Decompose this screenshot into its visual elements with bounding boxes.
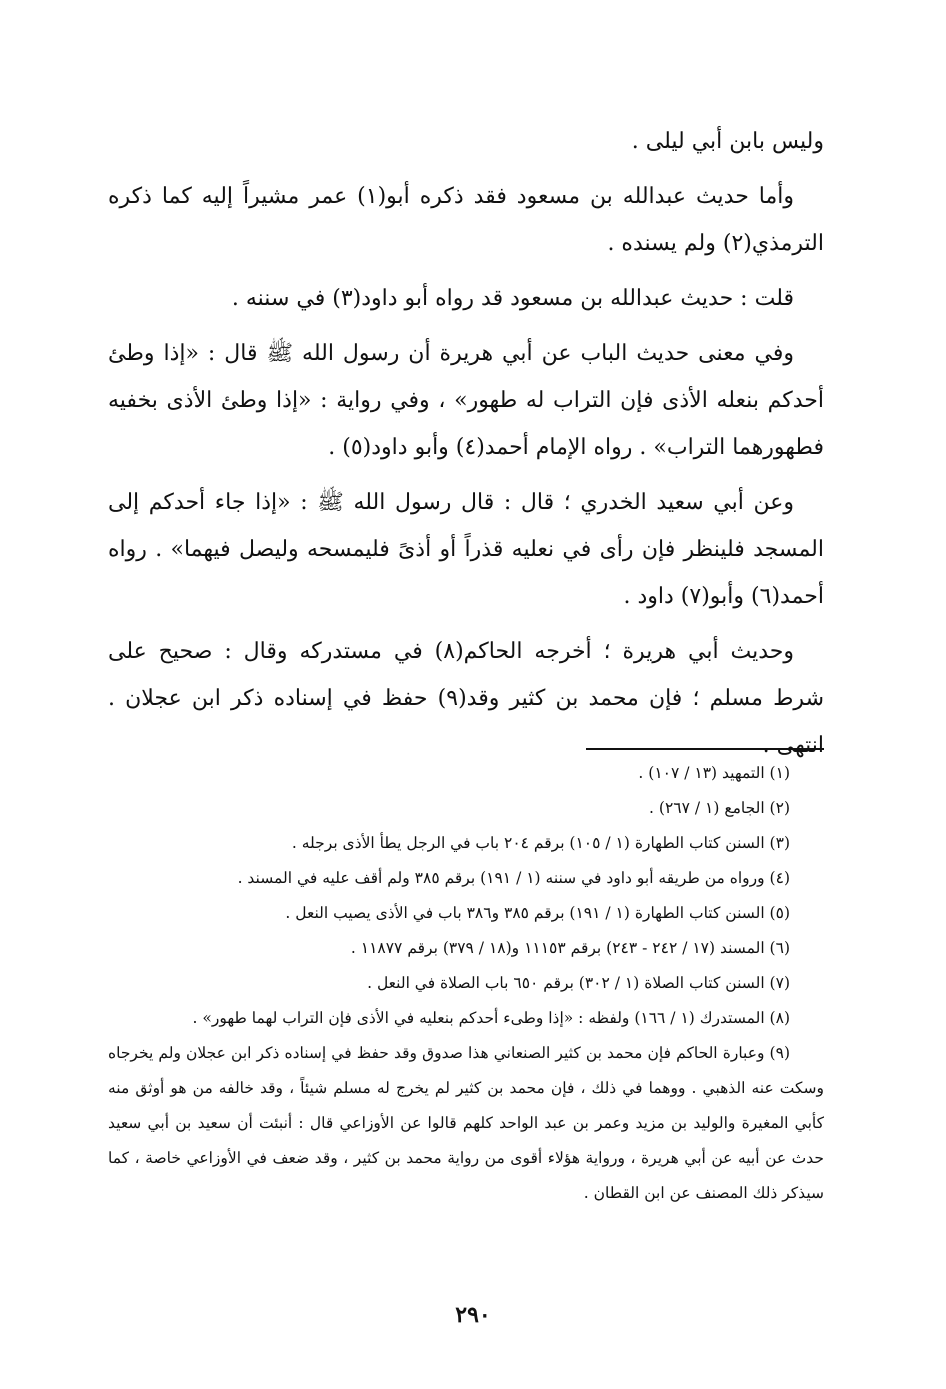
footnote-6: (٦) المسند (١٧ / ٢٤٢ - ٢٤٣) برقم ١١١٥٣ و(١٨ / ٣٧٩) برقم ١١٨٧٧ .: [350, 939, 790, 957]
paragraph-4: وفي معنى حديث الباب عن أبي هريرة أن رسول الله ﷺ قال : «إذا وطئ أحدكم بنعله الأذى فإن التراب له طهور» ، وفي رواية : «إذا وطئ الأذى بخفيه فطهورهما التراب» . رواه الإمام أحمد(٤) وأبو داود(٥) .: [108, 341, 824, 460]
main-text: [108, 118, 824, 777]
footnote-3: (٣) السنن كتاب الطهارة (١ / ١٠٥) برقم ٢٠٤ باب في الرجل يطأ الأذى برجله .: [291, 834, 790, 852]
footnotes: [108, 756, 824, 1211]
footnote-8: (٨) المستدرك (١ / ١٦٦) ولفظه : «إذا وطىء أحدكم بنعليه في الأذى فإن التراب لهما طهور» .: [192, 1009, 790, 1027]
footnote-7: (٧) السنن كتاب الصلاة (١ / ٣٠٢) برقم ٦٥٠ باب الصلاة في النعل .: [367, 974, 790, 992]
paragraph-2: وأما حديث عبدالله بن مسعود فقد ذكره أبو(١) عمر مشيراً إليه كما ذكره الترمذي(٢) ولم يسنده .: [108, 184, 824, 256]
paragraph-1: وليس بابن أبي ليلى .: [631, 129, 824, 154]
paragraph-6: وحديث أبي هريرة ؛ أخرجه الحاكم(٨) في مستدركه وقال : صحيح على شرط مسلم ؛ فإن محمد بن كثير وقد(٩) حفظ في إسناده ذكر ابن عجلان . انتهى .: [108, 639, 824, 758]
footnote-5: (٥) السنن كتاب الطهارة (١ / ١٩١) برقم ٣٨٥ و٣٨٦ باب في الأذى يصيب النعل .: [285, 904, 790, 922]
paragraph-5: وعن أبي سعيد الخدري ؛ قال : قال رسول الله ﷺ : «إذا جاء أحدكم إلى المسجد فلينظر فإن رأى في نعليه قذراً أو أذىً فليمسحه وليصل فيهما» . رواه أحمد(٦) وأبو(٧) داود .: [108, 490, 824, 609]
footnote-9: (٩) وعبارة الحاكم فإن محمد بن كثير الصنعاني هذا صدوق وقد حفظ في إسناده ذكر ابن عجلان ولم يخرجاه وسكت عنه الذهبي . ووهما في ذلك ، فإن محمد بن كثير لم يخرج له مسلم شيئاً ، وقد خالفه من هو أوثق منه كأبي المغيرة والوليد بن مزيد وعمر بن عبد الواحد كلهم قالوا عن الأوزاعي قال : أنبئت أن سعيد بن أبي سعيد حدث عن أبيه عن أبي هريرة ، ورواية هؤلاء أقوى من رواية محمد بن كثير ، وقد ضعف في الأوزاعي خاصة ، كما سيذكر ذلك المصنف عن ابن القطان .: [108, 1044, 824, 1202]
footnote-2: (٢) الجامع (١ / ٢٦٧) .: [649, 799, 790, 817]
footnote-separator: [586, 748, 824, 750]
footnote-1: (١) التمهيد (١٣ / ١٠٧) .: [638, 764, 790, 782]
footnote-4: (٤) ورواه من طريقه أبو داود في سننه (١ / ١٩١) برقم ٣٨٥ ولم أقف عليه في المسند .: [237, 869, 790, 887]
page-number: ٢٩٠: [455, 1302, 491, 1328]
paragraph-3: قلت : حديث عبدالله بن مسعود قد رواه أبو داود(٣) في سننه .: [231, 286, 794, 311]
